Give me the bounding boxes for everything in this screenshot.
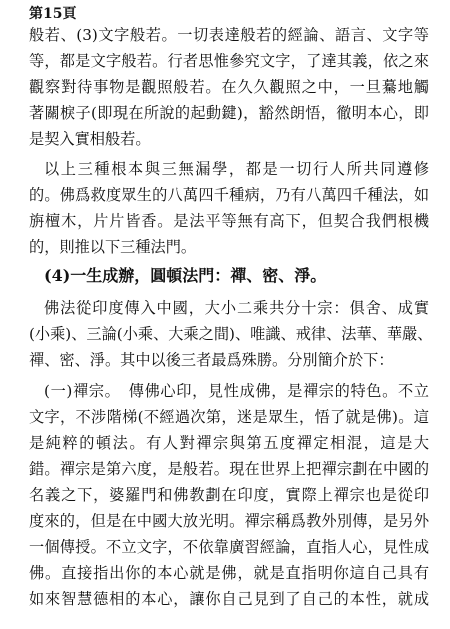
page-number: 第15頁 [29,6,77,22]
text-line: 以上三種根本與三無漏學，都是一切行人所共同遵修 [44,160,429,178]
text-line: 佛。直接指出你的本心就是佛，就是直指明你這自己具有 [29,564,429,582]
text-line: 度來的，但是在中國大放光明。禪宗稱爲教外別傳，是另外 [29,512,429,530]
text-line: 佛法從印度傳入中國，大小二乘共分十宗：俱舍、成實 [44,299,429,317]
text-line: 的，則推以下三種法門。 [29,238,197,256]
text-line: 是契入實相般若。 [29,130,151,148]
text-line: 是純粹的頓法。有人對禪宗與第五度禪定相混，這是大 [29,434,429,452]
section-heading: (4)一生成辦，圓頓法門：禪、密、淨。 [44,266,327,285]
text-line: (小乘)、三論(小乘、大乘之間)、唯識、戒律、法華、華嚴、 [29,325,433,343]
text-line: 文字，不涉階梯(不經過次第，迷是眾生，悟了就是佛)。這 [29,408,429,426]
text-line: 如來智慧德相的本心，讓你自己見到了自己的本性，就成 [29,590,429,608]
text-line: (一)禪宗。 傳佛心印，見性成佛，是禪宗的特色。不立 [44,382,429,400]
text-line: 著關棙子(即現在所說的起動鍵)，豁然朗悟，徹明本心，即 [29,104,429,122]
text-line: 的。佛爲救度眾生的八萬四千種病，乃有八萬四千種法，如 [29,186,429,204]
text-line: 等，都是文字般若。行者思惟參究文字，了達其義，依之來 [29,52,429,70]
text-line: 名義之下，婆羅門和佛教劃在印度，實際上禪宗也是從印 [29,486,429,504]
text-line: 禪、密、淨。其中以後三者最爲殊勝。分別簡介於下： [29,351,394,369]
text-line: 觀察對待事物是觀照般若。在久久觀照之中，一旦驀地觸 [29,78,429,96]
text-line: 般若、(3)文字般若。一切表達般若的經論、語言、文字等 [29,26,429,44]
text-line: 一個傳授。不立文字，不依靠廣習經論，直指人心，見性成 [29,538,429,556]
text-line: 錯。禪宗是第六度，是般若。現在世界上把禪宗劃在中國的 [29,460,429,478]
text-line: 旃檀木，片片皆香。是法平等無有高下，但契合我們根機 [29,212,429,230]
